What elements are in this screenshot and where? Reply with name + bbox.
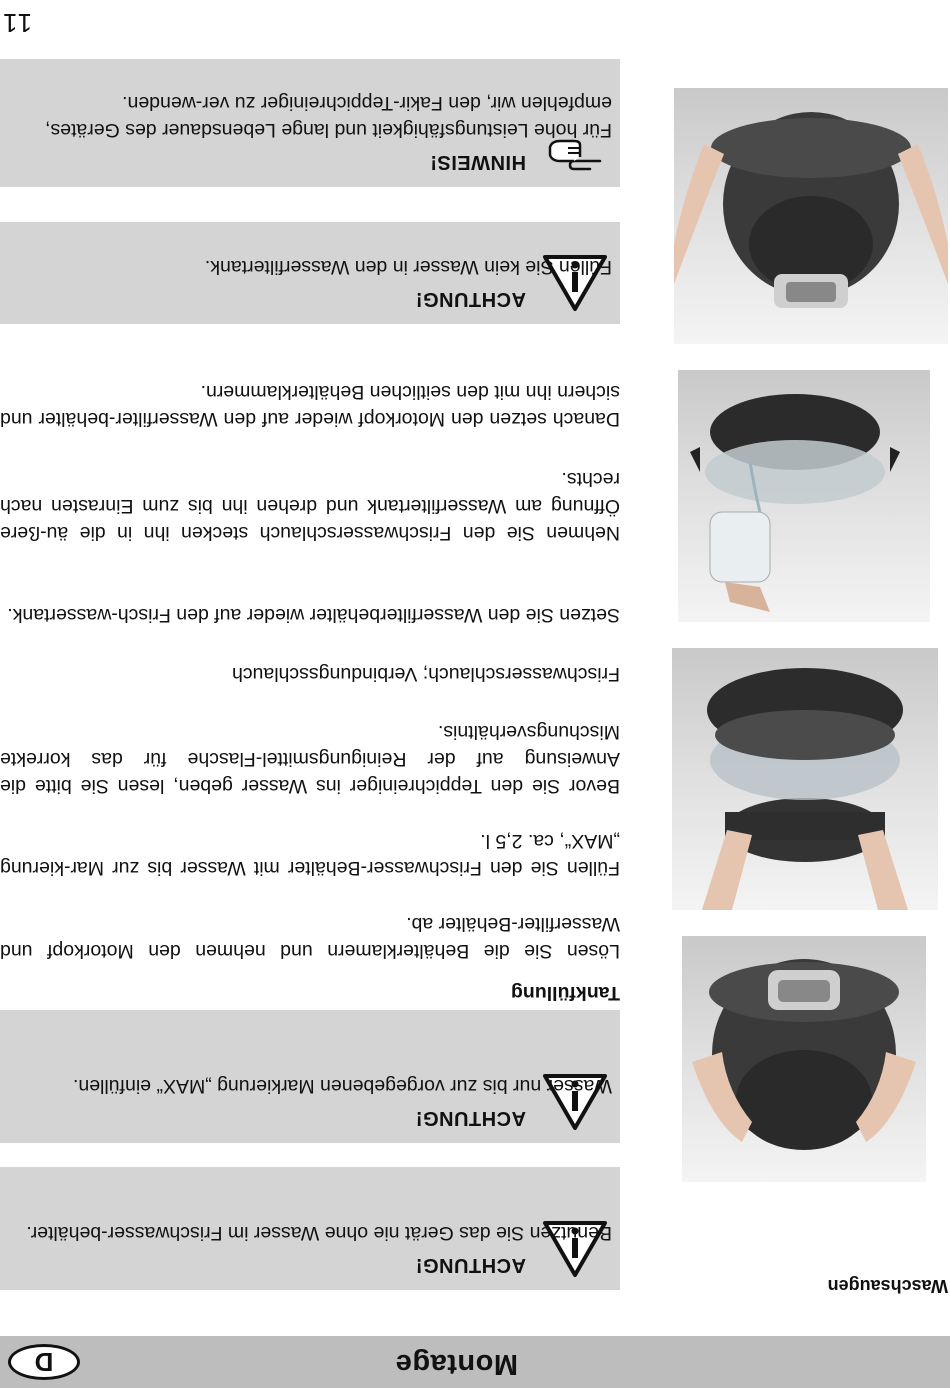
photo-assembling-head — [674, 88, 948, 344]
tank-heading: Tankfüllung — [510, 982, 620, 1004]
photo-lifting-tank-graphic — [672, 648, 938, 910]
page-title: Montage — [395, 1348, 518, 1380]
paragraph-attach-hose: Nehmen Sie den Frischwasserschlauch stecken ihn in die äu-ßere Öffnung am Wasserfiltertank und drehen ihn bis zum Einrasten nach rechts. — [0, 468, 620, 544]
warning-callout-2 — [0, 1010, 620, 1143]
photo-lifting-tank — [672, 648, 938, 910]
warning-body: Benutzen Sie das Gerät nie ohne Wasser im Frischwasser-behälter. — [26, 1222, 612, 1244]
warning-body: Wasser nur bis zur vorgegebenen Markierung „MAX“ einfüllen. — [72, 1075, 612, 1097]
hint-title: HINWEIS! — [429, 151, 526, 173]
photo-assembling-head-graphic — [674, 88, 948, 344]
photo-holding-unit — [682, 936, 926, 1182]
photo-holding-unit-graphic — [682, 936, 926, 1182]
page-number: 11 — [1, 8, 32, 38]
warning-title: ACHTUNG! — [415, 1107, 526, 1129]
paragraph-hoses: Frischwasserschlauch; Verbindungsschlauch — [231, 663, 620, 685]
warning-callout-1 — [0, 1167, 620, 1290]
photo-pouring-water — [678, 370, 930, 622]
warning-callout-3 — [0, 222, 620, 324]
paragraph-fill-tank: Füllen Sie den Frischwasser-Behälter mit Wasser bis zur Mar-kierung „MAX“, ca. 2,5 l. — [0, 830, 620, 879]
warning-title: ACHTUNG! — [415, 1254, 526, 1276]
section-title: Waschsaugen — [827, 1276, 948, 1296]
paragraph-replace-head: Danach setzen den Motorkopf wieder auf den Wasserfilter-behälter und sichern ihn mit den seitlichen Behälterklammern. — [0, 381, 620, 430]
hint-callout — [0, 59, 620, 187]
photo-pouring-water-graphic — [678, 370, 930, 622]
language-badge: D — [8, 1344, 80, 1380]
pointing-hand-icon — [546, 139, 604, 175]
hint-body: Für hohe Leistungsfähigkeit und lange Lebensdauer des Gerätes, empfehlen wir, den Fakir-Teppichreiniger zu ver-wenden. — [45, 92, 612, 141]
paragraph-detergent: Bevor Sie den Teppichreiniger ins Wasser geben, lesen Sie bitte die Anweisung auf der Reinigungsmittel-Flasche für das korrekte Mischungsverhältnis. — [0, 721, 620, 797]
warning-title: ACHTUNG! — [415, 288, 526, 310]
warning-body: Füllen Sie kein Wasser in den Wasserfiltertank. — [204, 256, 612, 278]
paragraph-remove-head: Lösen Sie die Behälterklamern und nehmen den Motorkopf und Wasserfilter-Behälter ab. — [0, 913, 620, 962]
paragraph-replace-filter: Setzen Sie den Wasserfilterbehälter wieder auf den Frisch-wassertank. — [7, 604, 620, 626]
